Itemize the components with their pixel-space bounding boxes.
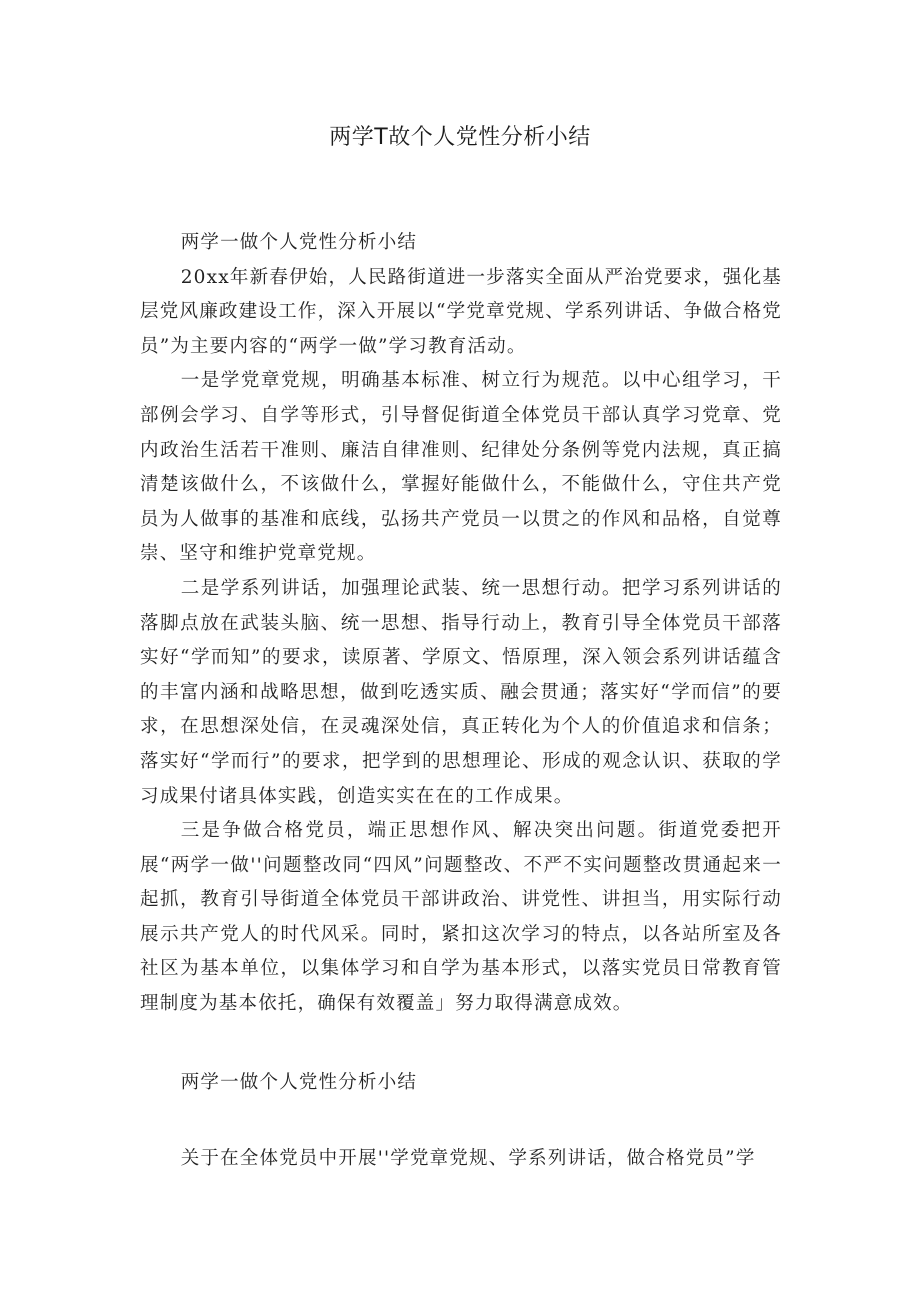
- paragraph-intro: 20xx年新春伊始，人民路街道进一步落实全面从严治党要求，强化基层党风廉政建设工作，深入开展以“学党章党规、学系列讲话、争做合格党员”为主要内容的“两学一做”学习教育活动。: [140, 266, 782, 357]
- paragraph-point-one: 一是学党章党规，明确基本标准、树立行为规范。以中心组学习，干部例会学习、自学等形式，引导督促街道全体党员干部认真学习党章、党内政治生活若干准则、廉洁自律准则、纪律处分条例等党内法规，真正搞清楚该做什么，不该做什么，掌握好能做什么，不能做什么，守住共产党员为人做事的基准和底线，弘扬共产党员一以贯之的作风和品格，自觉尊崇、坚守和维护党章党规。: [140, 370, 782, 565]
- paragraph-point-three: 三是争做合格党员，端正思想作风、解决突出问题。街道党委把开展“两学一做''问题整改同“四风”问题整改、不严不实问题整改贯通起来一起抓，教育引导街道全体党员干部讲政治、讲党性、讲担当，用实际行动展示共产党人的时代风采。同时，紧扣这次学习的特点，以各站所室及各社区为基本单位，以集体学习和自学为基本形式，以落实党员日常教育管理制度为基本依托，确保有效覆盖」努力取得满意成效。: [140, 820, 782, 1015]
- paragraph-continuation: 关于在全体党员中开展''学党章党规、学系列讲话，做合格党员”学: [180, 1148, 756, 1170]
- section-heading: 两学一做个人党性分析小结: [180, 232, 418, 253]
- section-spacer: [140, 1100, 782, 1142]
- section-spacer: [140, 1022, 782, 1066]
- section-heading-repeat: 两学一做个人党性分析小结: [180, 1071, 418, 1093]
- document-body: [140, 226, 782, 1177]
- paragraph-point-two: 二是学系列讲话，加强理论武装、统一思想行动。把学习系列讲话的落脚点放在武装头脑、统一思想、指导行动上，教育引导全体党员干部落实好“学而知”的要求，读原著、学原文、悟原理，深入领会系列讲话蕴含的丰富内涵和战略思想，做到吃透实质、融会贯通；落实好“学而信”的要求，在思想深处信，在灵魂深处信，真正转化为个人的价值追求和信条；落实好“学而行”的要求，把学到的思想理论、形成的观念认识、获取的学习成果付诸具体实践，创造实实在在的工作成果。: [140, 577, 782, 807]
- document-title: 两学T故个人党性分析小结: [329, 125, 591, 150]
